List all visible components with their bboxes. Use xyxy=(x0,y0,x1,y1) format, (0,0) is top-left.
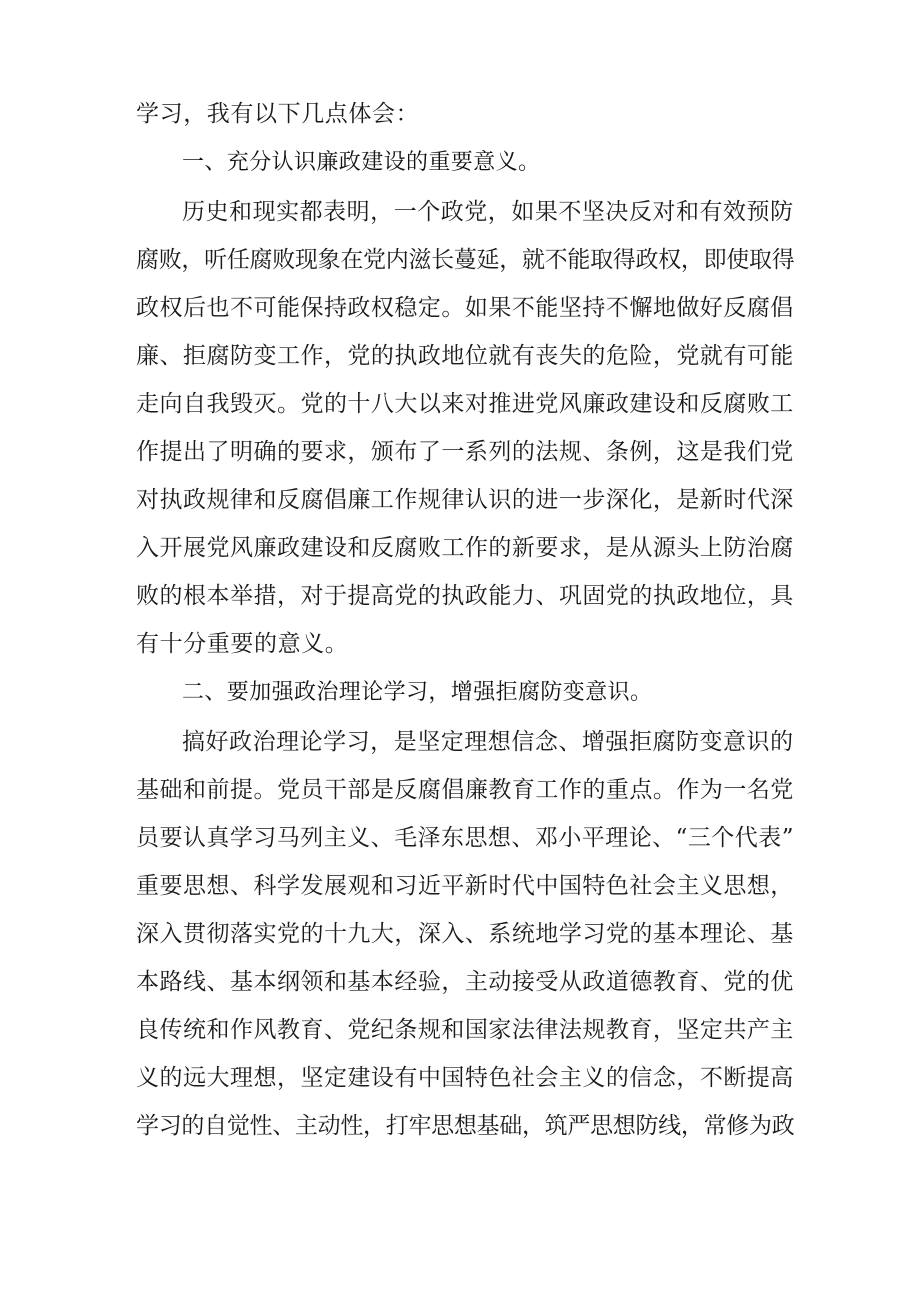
section2-line-8: 义的远大理想，坚定建设有中国特色社会主义的信念，不断提高 xyxy=(136,1065,794,1091)
section1-line-1: 历史和现实都表明，一个政党，如果不坚决反对和有效预防 xyxy=(182,199,794,225)
section2-line-4: 重要思想、科学发展观和习近平新时代中国特色社会主义思想， xyxy=(136,873,794,899)
section2-line-7: 良传统和作风教育、党纪条规和国家法律法规教育，坚定共产主 xyxy=(136,1017,794,1043)
section1-heading: 一、充分认识廉政建设的重要意义。 xyxy=(182,150,541,175)
section1-line-5: 走向自我毁灭。党的十八大以来对推进党风廉政建设和反腐败工 xyxy=(136,391,794,417)
section2-line-1: 搞好政治理论学习，是坚定理想信念、增强拒腐防变意识的 xyxy=(182,729,794,755)
section1-line-10: 有十分重要的意义。 xyxy=(136,631,349,657)
section2-heading: 二、要加强政治理论学习，增强拒腐防变意识。 xyxy=(182,680,653,705)
section2-line-5: 深入贯彻落实党的十九大，深入、系统地学习党的基本理论、基 xyxy=(136,921,794,947)
section1-line-7: 对执政规律和反腐倡廉工作规律认识的进一步深化，是新时代深 xyxy=(136,487,794,513)
intro-line: 学习，我有以下几点体会： xyxy=(136,101,420,127)
section1-line-3: 政权后也不可能保持政权稳定。如果不能坚持不懈地做好反腐倡 xyxy=(136,295,794,321)
section2-line-9: 学习的自觉性、主动性，打牢思想基础，筑严思想防线，常修为政 xyxy=(136,1113,795,1139)
section2-line-6: 本路线、基本纲领和基本经验，主动接受从政道德教育、党的优 xyxy=(136,969,794,995)
section1-line-4: 廉、拒腐防变工作，党的执政地位就有丧失的危险，党就有可能 xyxy=(136,343,794,369)
section1-line-6: 作提出了明确的要求，颁布了一系列的法规、条例，这是我们党 xyxy=(136,439,794,465)
section2-line-3: 员要认真学习马列主义、毛泽东思想、邓小平理论、“三个代表” xyxy=(136,825,794,851)
section2-line-2: 基础和前提。党员干部是反腐倡廉教育工作的重点。作为一名党 xyxy=(136,777,794,803)
section1-line-2: 腐败，听任腐败现象在党内滋长蔓延，就不能取得政权，即使取得 xyxy=(136,247,795,273)
section1-line-8: 入开展党风廉政建设和反腐败工作的新要求，是从源头上防治腐 xyxy=(136,535,794,561)
section1-line-9: 败的根本举措，对于提高党的执政能力、巩固党的执政地位，具 xyxy=(136,583,794,609)
